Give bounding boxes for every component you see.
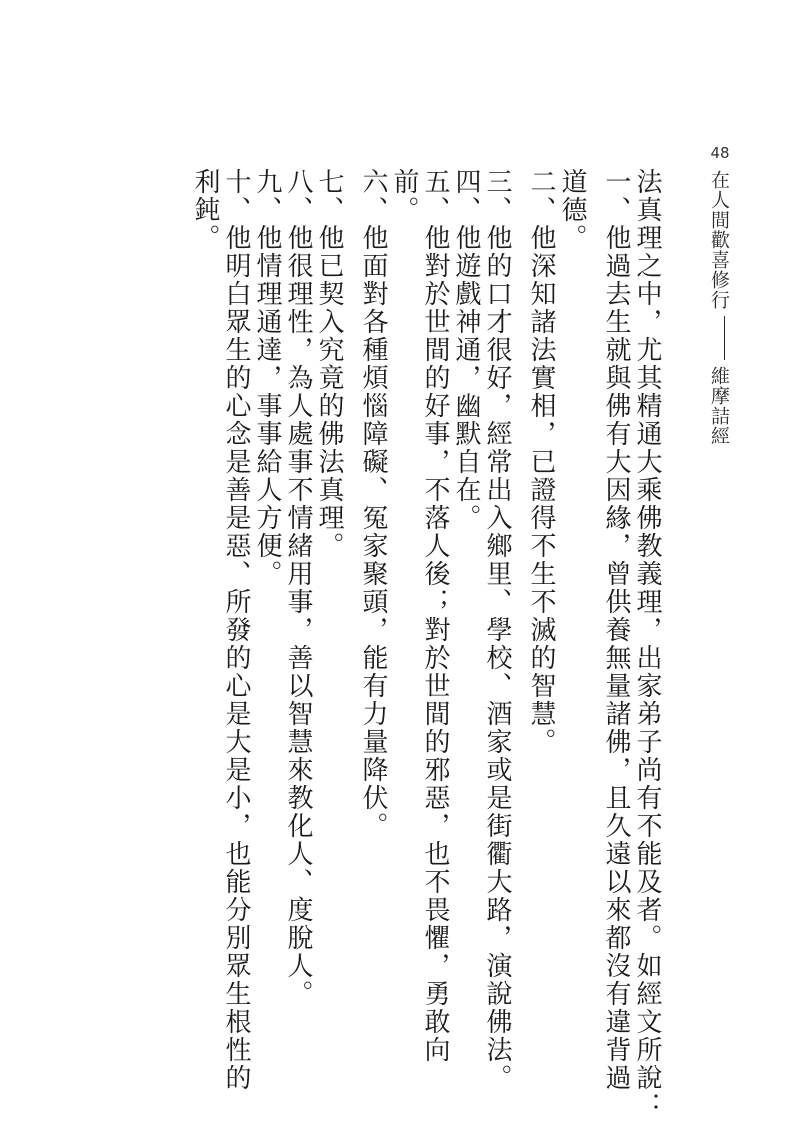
list-item-3: 三、他的口才很好，經常出入鄉里、學校、酒家或是街衢大路，演說佛法。: [482, 168, 512, 1092]
list-item-2: 二、他深知諸法實相，已證得不生不滅的智慧。: [526, 168, 556, 756]
list-item-7: 七、他已契入究竟的佛法真理。: [314, 168, 344, 560]
list-item-10-continued: 利鈍。: [190, 168, 220, 252]
list-item-1: 一、他過去生就與佛有大因緣，曾供養無量諸佛，且久遠以來都沒有違背過: [601, 168, 631, 1092]
list-item-8: 八、他很理性，為人處事不情緒用事，善以智慧來教化人、度脫人。: [283, 168, 313, 1008]
running-head: [706, 170, 733, 446]
title-separator: [724, 316, 726, 360]
list-item-5-continued: 前。: [389, 168, 419, 224]
list-item-5: 五、他對於世間的好事，不落人後；對於世間的邪惡，也不畏懼，勇敢向: [420, 168, 450, 1064]
text-line: 法真理之中，尤其精通大乘佛教義理，出家弟子尚有不能及者。如經文所說：: [632, 168, 662, 1120]
book-title: 在人間歡喜修行: [708, 170, 730, 310]
list-item-4: 四、他遊戲神通，幽默自在。: [451, 168, 481, 532]
chapter-title: 維摩詰經: [708, 366, 730, 446]
list-item-1-continued: 道德。: [557, 168, 587, 252]
list-item-10: 十、他明白眾生的心念是善是惡、所發的心是大是小，也能分別眾生根性的: [221, 168, 251, 1092]
list-item-6: 六、他面對各種煩惱障礙、冤家聚頭，能有力量降伏。: [358, 168, 388, 840]
page-number: 48: [710, 144, 730, 162]
body-text: [189, 168, 662, 1120]
list-item-9: 九、他情理通達，事事給人方便。: [252, 168, 282, 588]
